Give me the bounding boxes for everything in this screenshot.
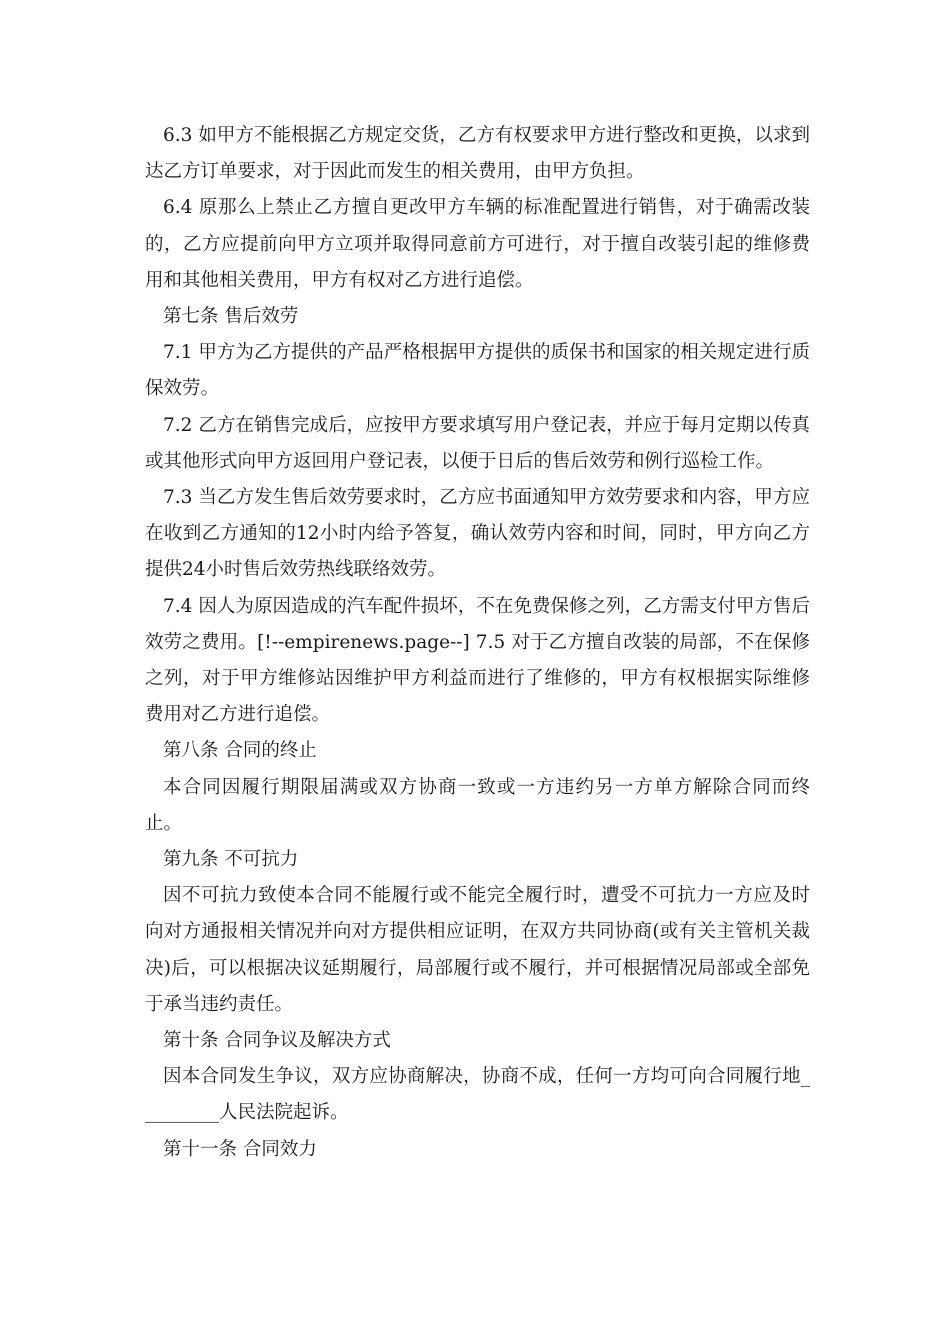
- section-heading-9: 第九条 不可抗力: [163, 849, 299, 871]
- clause-7-1: 7.1 甲方为乙方提供的产品严格根据甲方提供的质保书和国家的相关规定进行质保效劳。: [145, 342, 810, 400]
- section-heading-10: 第十条 合同争议及解决方式: [163, 1030, 391, 1052]
- clause-7-4-7-5: 7.4 因人为原因造成的汽车配件损坏，不在免费保修之列，乙方需支付甲方售后效劳之费用。[!--empirenews.page--] 7.5 对于乙方擅自改装的局部，不在保修之列，对于甲方维修站因维护甲方利益而进行了维修的，甲方有权根据实际维修费用对乙方进行追偿。: [145, 595, 810, 726]
- clause-7-2: 7.2 乙方在销售完成后，应按甲方要求填写用户登记表，并应于每月定期以传真或其他形式向甲方返回用户登记表，以便于日后的售后效劳和例行巡检工作。: [145, 414, 810, 472]
- clause-6-4: 6.4 原那么上禁止乙方擅自更改甲方车辆的标准配置进行销售，对于确需改装的，乙方应提前向甲方立项并取得同意前方可进行，对于擅自改装引起的维修费用和其他相关费用，甲方有权对乙方进行追偿。: [145, 197, 810, 291]
- clause-7-3: 7.3 当乙方发生售后效劳要求时，乙方应书面通知甲方效劳要求和内容，甲方应在收到乙方通知的12小时内给予答复，确认效劳内容和时间，同时，甲方向乙方提供24小时售后效劳热线联络效劳。: [145, 487, 810, 581]
- section-heading-8: 第八条 合同的终止: [163, 740, 317, 762]
- section-heading-11: 第十一条 合同效力: [163, 1138, 317, 1160]
- clause-10-body: 因本合同发生争议，双方应协商解决，协商不成，任何一方均可向合同履行地_________人民法院起诉。: [145, 1066, 810, 1124]
- document-body: [145, 118, 810, 1168]
- section-heading-7: 第七条 售后效劳: [163, 306, 299, 328]
- clause-6-3: 6.3 如甲方不能根据乙方规定交货，乙方有权要求甲方进行整改和更换，以求到达乙方订单要求，对于因此而发生的相关费用，由甲方负担。: [145, 125, 810, 183]
- clause-9-body: 因不可抗力致使本合同不能履行或不能完全履行时，遭受不可抗力一方应及时向对方通报相关情况并向对方提供相应证明，在双方共同协商(或有关主管机关裁决)后，可以根据决议延期履行，局部履行或不履行，并可根据情况局部或全部免于承当违约责任。: [145, 885, 810, 1015]
- clause-8-body: 本合同因履行期限届满或双方协商一致或一方违约另一方单方解除合同而终止。: [145, 776, 810, 834]
